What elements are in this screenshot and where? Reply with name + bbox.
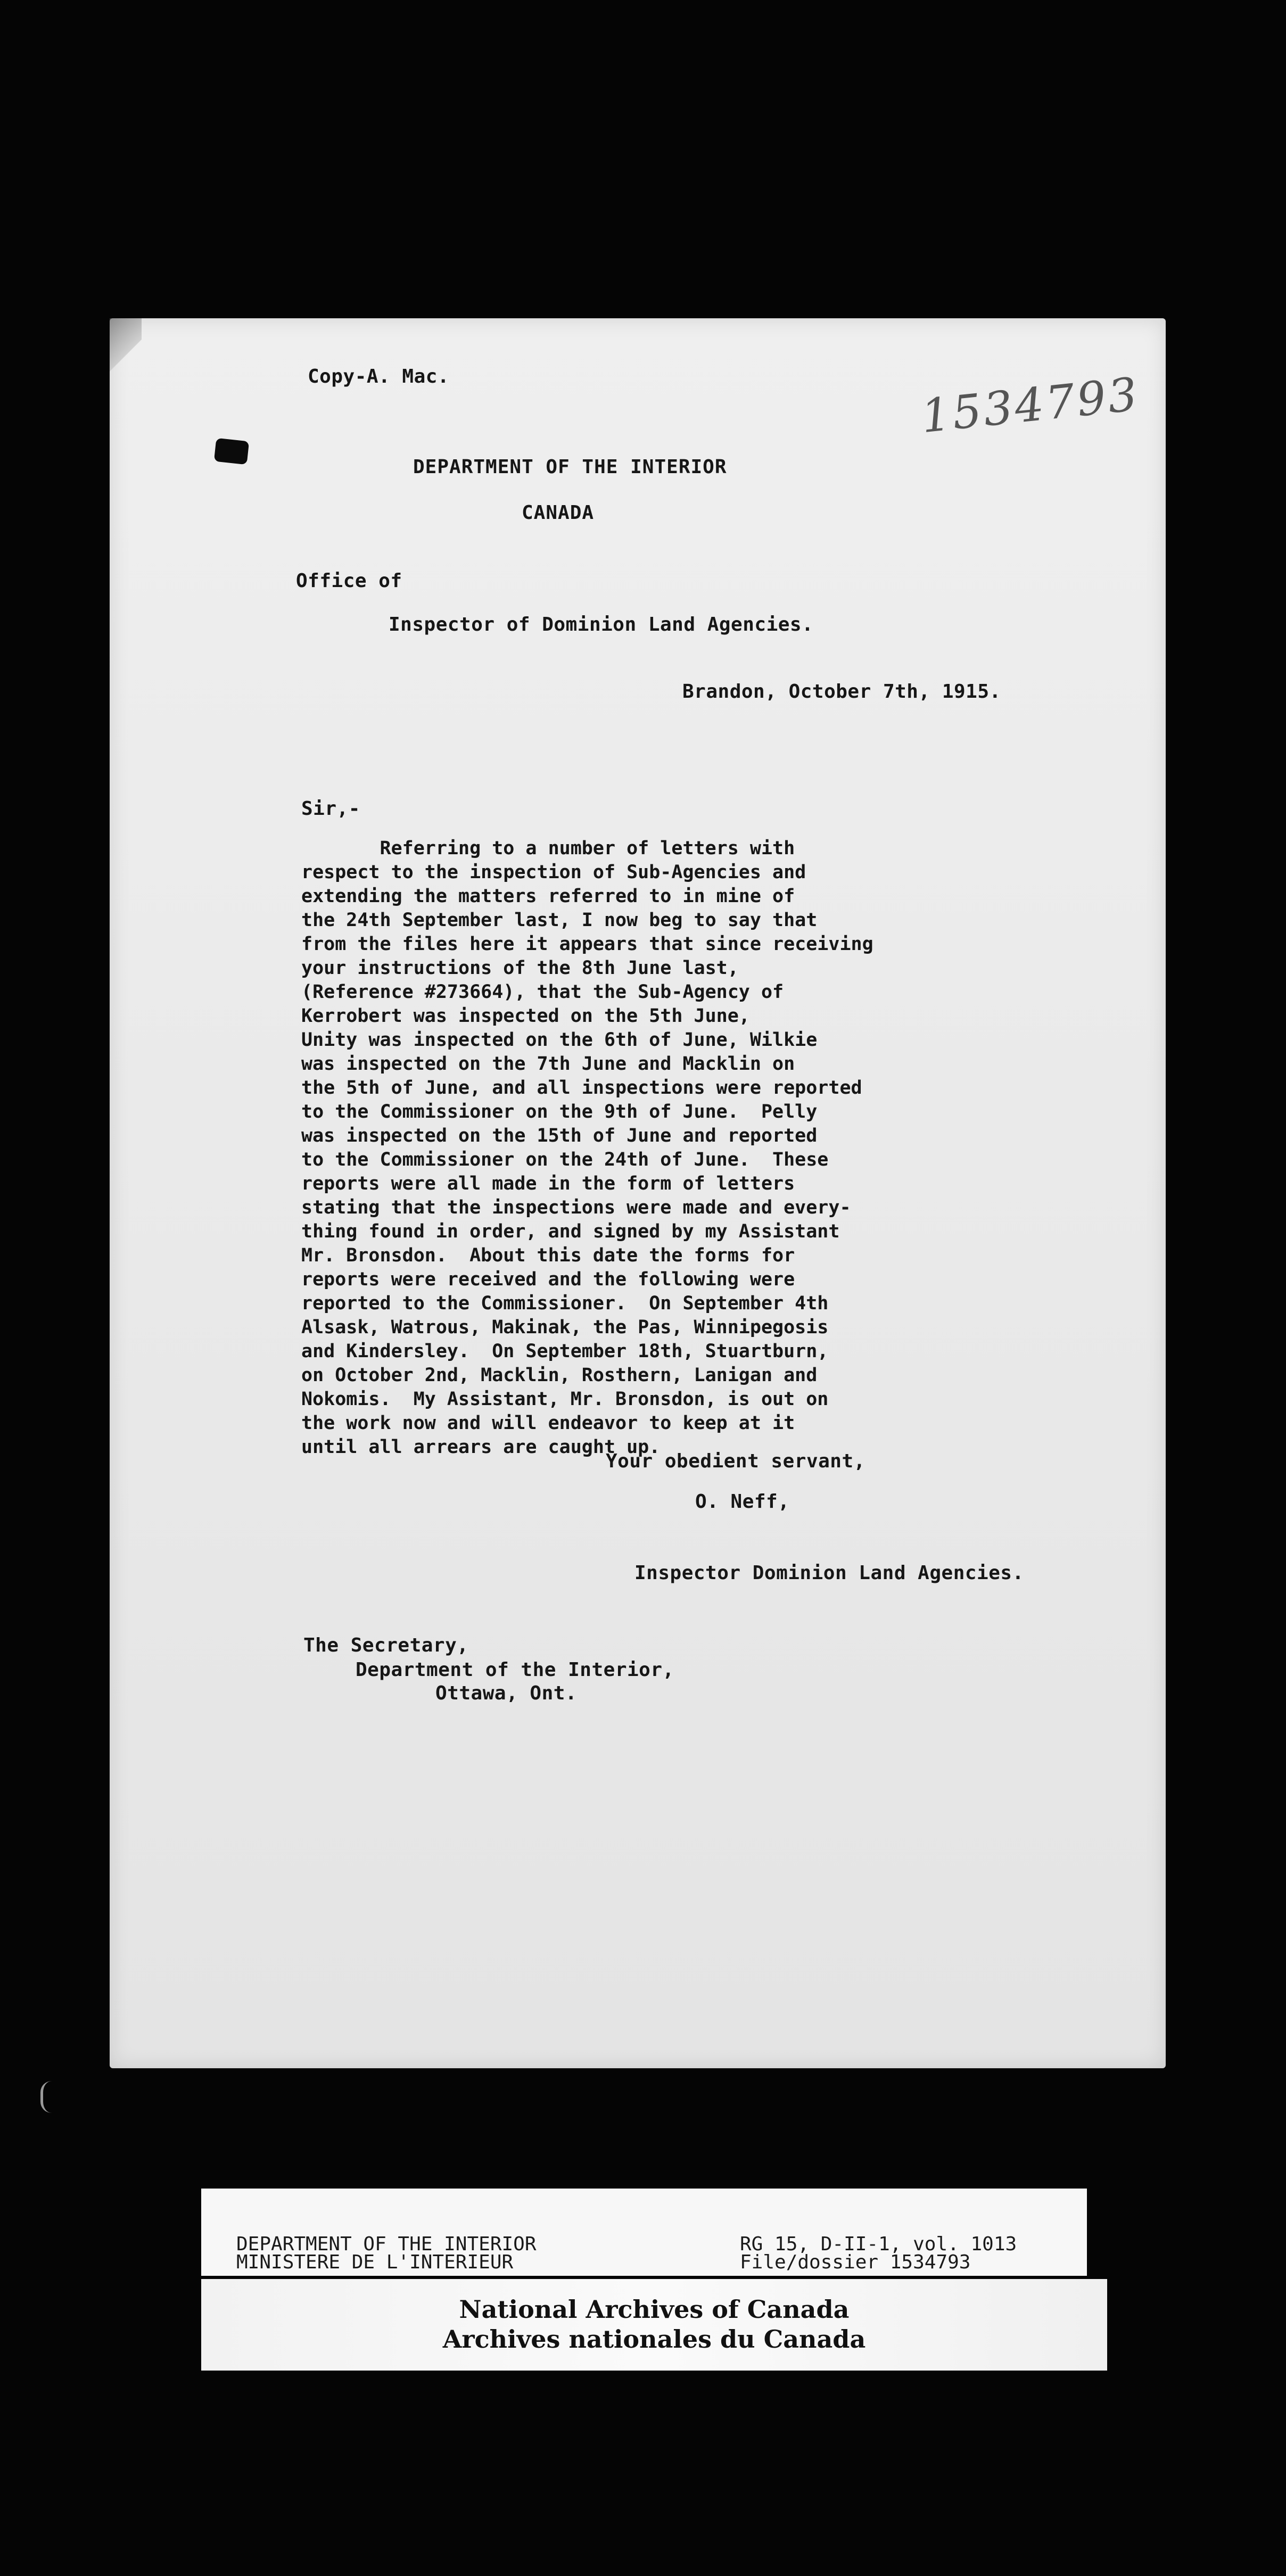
record-group-reference: RG 15, D-II-1, vol. 1013 — [740, 2233, 1017, 2255]
recipient-line-2: Department of the Interior, — [356, 1659, 674, 1681]
archives-name-label — [201, 2279, 1107, 2371]
body-line: reports were received and the following were — [301, 1269, 795, 1290]
office-title: Inspector of Dominion Land Agencies. — [389, 614, 814, 635]
body-line: the 24th September last, I now beg to say that — [301, 910, 818, 931]
body-line: until all arrears are caught up. — [301, 1436, 661, 1458]
folded-corner — [110, 318, 142, 382]
body-line: the work now and will endeavor to keep at it — [301, 1413, 795, 1434]
signature-title: Inspector Dominion Land Agencies. — [634, 1562, 1024, 1584]
body-line: reported to the Commissioner. On September 4th — [301, 1293, 829, 1314]
department-en: DEPARTMENT OF THE INTERIOR — [236, 2233, 537, 2255]
body-line: Referring to a number of letters with — [301, 838, 795, 859]
recipient-line-3: Ottawa, Ont. — [435, 1682, 578, 1704]
department-fr: MINISTERE DE L'INTERIEUR — [236, 2251, 514, 2273]
body-line: the 5th of June, and all inspections were reported — [301, 1077, 862, 1099]
body-line: Alsask, Watrous, Makinak, the Pas, Winnipegosis — [301, 1317, 829, 1338]
body-line: Mr. Bronsdon. About this date the forms for — [301, 1245, 795, 1266]
body-line: Nokomis. My Assistant, Mr. Bronsdon, is out on — [301, 1389, 829, 1410]
body-line: extending the matters referred to in mine of — [301, 886, 795, 907]
archives-name-fr: Archives nationales du Canada — [442, 2325, 866, 2354]
office-line: Office of — [296, 570, 402, 592]
body-line: Kerrobert was inspected on the 5th June, — [301, 1005, 750, 1027]
country-heading: CANADA — [522, 502, 595, 524]
file-number: File/dossier 1534793 — [740, 2251, 971, 2273]
body-line: your instructions of the 8th June last, — [301, 957, 739, 979]
body-line: reports were all made in the form of letters — [301, 1173, 795, 1194]
punch-hole-mark — [214, 438, 249, 465]
body-line: to the Commissioner on the 24th of June. These — [301, 1149, 829, 1170]
copy-note: Copy-A. Mac. — [308, 366, 450, 387]
department-heading: DEPARTMENT OF THE INTERIOR — [413, 456, 727, 478]
body-line: was inspected on the 7th June and Macklin on — [301, 1053, 795, 1075]
recipient-line-1: The Secretary, — [303, 1634, 469, 1656]
body-line: respect to the inspection of Sub-Agencies and — [301, 862, 806, 883]
body-line: to the Commissioner on the 9th of June. Pelly — [301, 1101, 818, 1122]
body-line: and Kindersley. On September 18th, Stuartburn, — [301, 1341, 829, 1362]
letter-body — [301, 837, 1046, 1459]
salutation: Sir,- — [301, 798, 360, 820]
body-line: on October 2nd, Macklin, Rosthern, Lanigan and — [301, 1365, 818, 1386]
archives-name-en: National Archives of Canada — [459, 2295, 850, 2324]
body-line: from the files here it appears that since receiving — [301, 934, 873, 955]
closing: Your obedient servant, — [606, 1450, 865, 1472]
place-date: Brandon, October 7th, 1915. — [682, 681, 1001, 703]
body-line: Unity was inspected on the 6th of June, Wilkie — [301, 1029, 818, 1051]
handwritten-file-number: 1534793 — [918, 367, 1142, 444]
archive-reference-label — [201, 2189, 1087, 2276]
signature-name: O. Neff, — [695, 1491, 790, 1513]
body-line: stating that the inspections were made and every- — [301, 1197, 851, 1218]
body-line: (Reference #273664), that the Sub-Agency of — [301, 981, 784, 1003]
body-line: thing found in order, and signed by my Assistant — [301, 1221, 840, 1242]
scan-margin-mark — [40, 2081, 52, 2113]
body-line: was inspected on the 15th of June and reported — [301, 1125, 818, 1146]
